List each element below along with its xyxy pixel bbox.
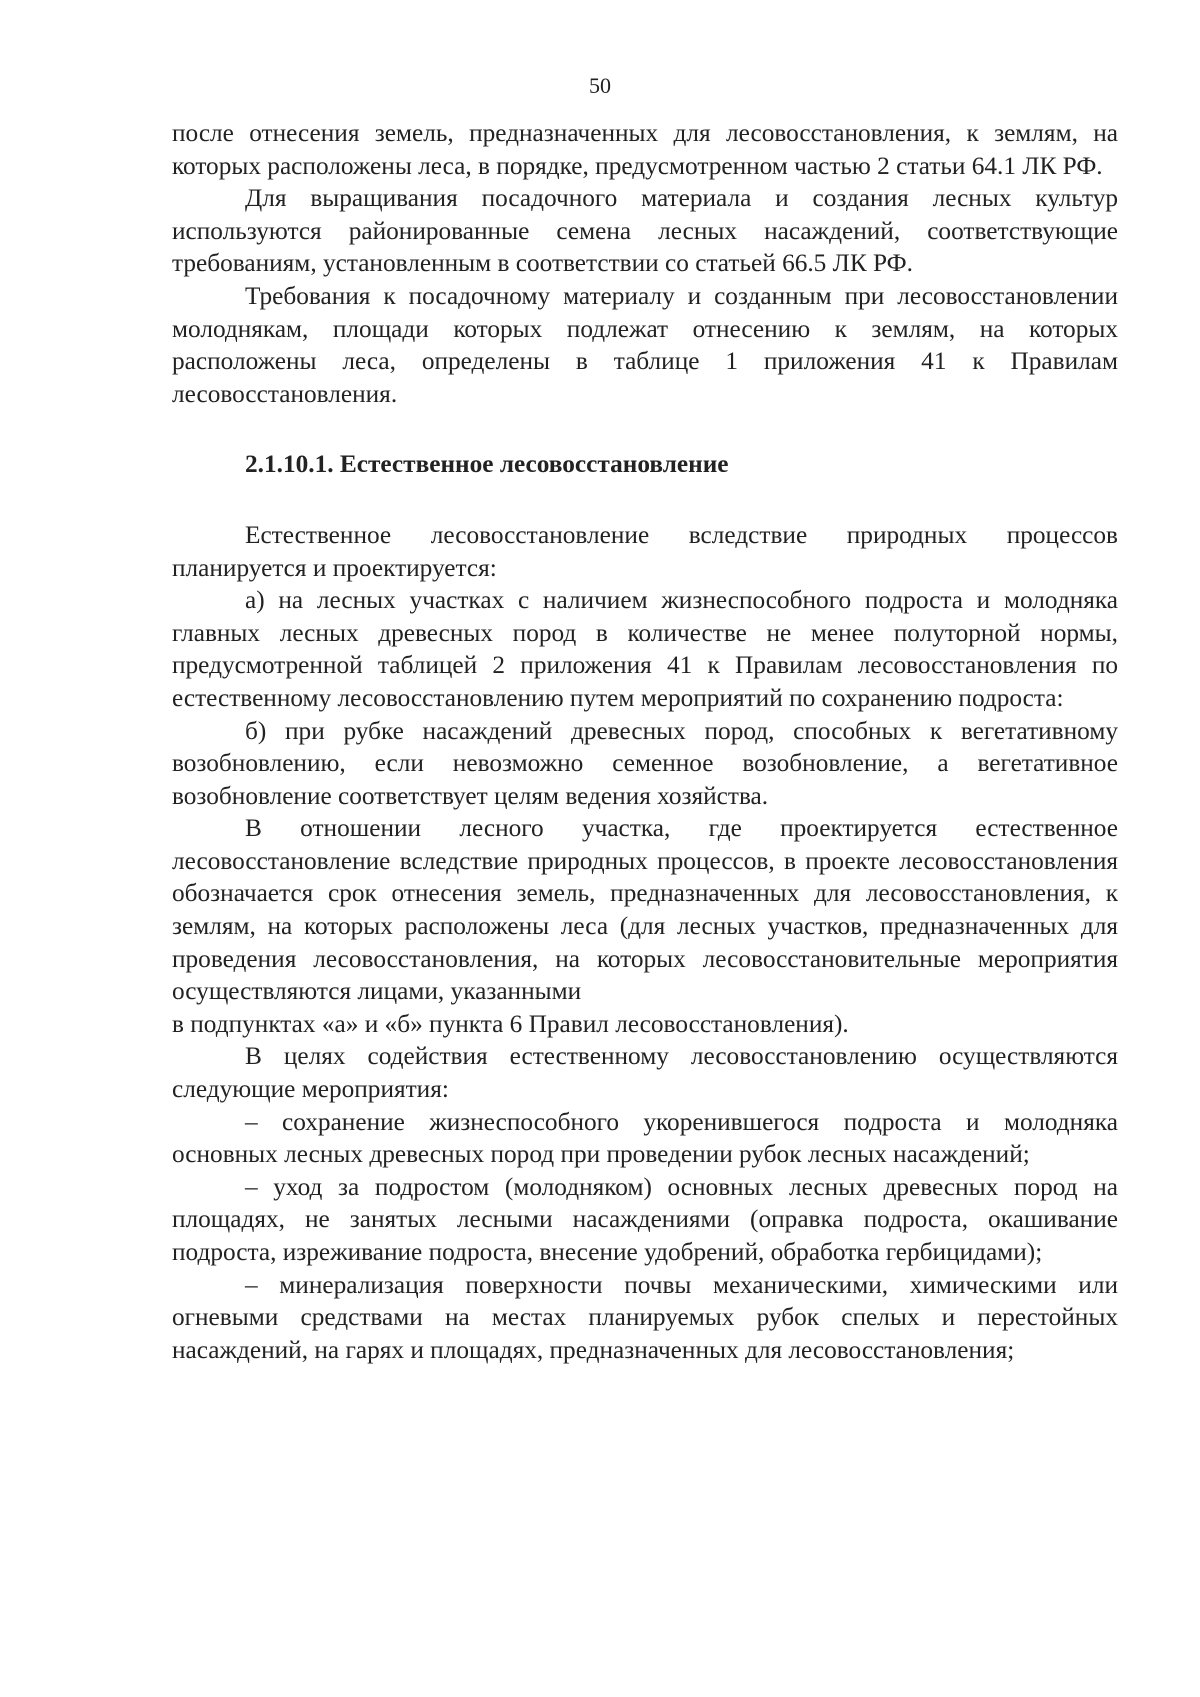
page-number: 50	[589, 73, 611, 98]
paragraph-land-plot: В отношении лесного участка, где проектируется естественное лесовосстановление вследствие природных процессов, в проекте лесовосстановления обозначается срок отнесения земель, предназначенных для лесовосстановления, к землям, на которых расположены леса (для лесных участков, предназначенных для проведения лесовосстановления, на которых лесовосстановительные мероприятия осуществляются лицами, указанными	[172, 814, 1118, 1006]
list-item-preservation: – сохранение жизнеспособного укоренившегося подроста и молодняка основных лесных древесных пород при проведении рубок лесных насаждений;	[172, 1107, 1118, 1169]
section-heading: 2.1.10.1. Естественное лесовосстановление	[245, 450, 729, 479]
paragraph-item-b: б) при рубке насаждений древесных пород, способных к вегетативному возобновлению, если невозможно семенное возобновление, а вегетативное возобновление соответствует целям ведения хозяйства.	[172, 716, 1118, 810]
paragraph-item-a: а) на лесных участках с наличием жизнеспособного подроста и молодняка главных лесных древесных пород в количестве не менее полуторной нормы, предусмотренной таблицей 2 приложения 41 к Правилам лесовосстановления по естественному лесовосстановлению путем мероприятий по сохранению подроста:	[172, 586, 1118, 712]
list-item-mineralization: – минерализация поверхности почвы механическими, химическими или огневыми средствами на местах планируемых рубок спелых и перестойных насаждений, на гарях и площадях, предназначенных для лесовосстановления;	[172, 1270, 1118, 1364]
paragraph-land-plot-end: в подпунктах «а» и «б» пункта 6 Правил лесовосстановления).	[172, 1009, 849, 1038]
paragraph-seeds: Для выращивания посадочного материала и создания лесных культур используются районированные семена лесных насаждений, соответствующие требованиям, установленным в соответствии со статьей 66.5 ЛК РФ.	[172, 184, 1118, 278]
paragraph-requirements: Требования к посадочному материалу и созданным при лесовосстановлении молоднякам, площади которых подлежат отнесению к землям, на которых расположены леса, определены в таблице 1 приложения 41 к Правилам лесовосстановления.	[172, 281, 1118, 408]
paragraph-natural-intro: Естественное лесовосстановление вследствие природных процессов планируется и проектируется:	[172, 520, 1118, 582]
paragraph-continuation: после отнесения земель, предназначенных для лесовосстановления, к землям, на которых расположены леса, в порядке, предусмотренном частью 2 статьи 64.1 ЛК РФ.	[172, 119, 1118, 180]
list-item-care: – уход за подростом (молодняком) основных лесных древесных пород на площадях, не занятых лесными насаждениями (оправка подроста, окашивание подроста, изреживание подроста, внесение удобрений, обработка гербицидами);	[172, 1172, 1118, 1266]
paragraph-measures-intro: В целях содействия естественному лесовосстановлению осуществляются следующие мероприятия:	[172, 1042, 1118, 1104]
document-body	[172, 117, 1118, 1366]
